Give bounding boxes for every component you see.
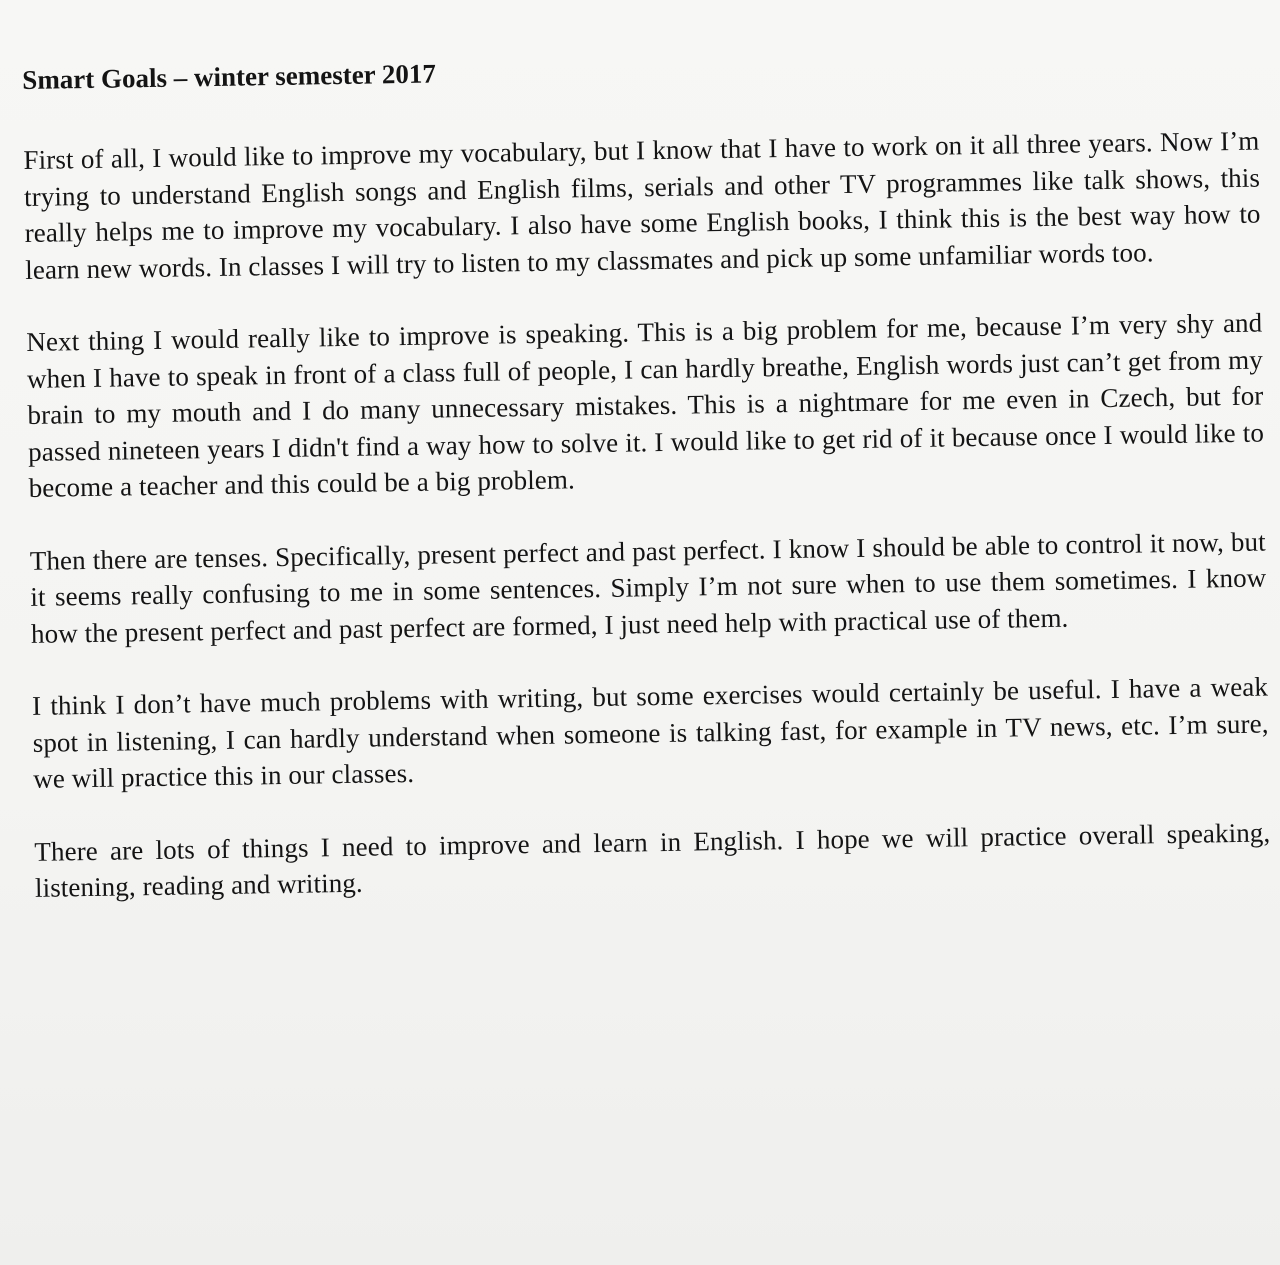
- document-body: [22, 43, 1272, 943]
- paragraph-conclusion: There are lots of things I need to improve and learn in English. I hope we will practice overall speaking, listening, reading and writing.: [34, 816, 1271, 903]
- paragraph-writing-listening: I think I don’t have much problems with writing, but some exercises would certainly be useful. I have a weak spot in listening, I can hardly understand when someone is talking fast, for example in TV news, etc. I’m sure, we will practice this in our classes.: [31, 671, 1269, 794]
- document-title: Smart Goals – winter semester 2017: [22, 58, 437, 95]
- paragraph-speaking: Next thing I would really like to improve is speaking. This is a big problem for me, because I’m very shy and when I have to speak in front of a class full of people, I can hardly breathe, English words just can’t get from my brain to my mouth and I do many unnecessary mistakes. This is a nightmare for me even in Czech, but for passed nineteen years I didn't find a way how to solve it. I would like to get rid of it because once I would like to become a teacher and this could be a big problem.: [26, 307, 1265, 503]
- paragraph-tenses: Then there are tenses. Specifically, present perfect and past perfect. I know I should be able to control it now, but it seems really confusing to me in some sentences. Simply I’m not sure when to use them sometimes. I know how the present perfect and past perfect are formed, I just need help with practical use of them.: [29, 526, 1267, 649]
- paragraph-vocabulary: First of all, I would like to improve my vocabulary, but I know that I have to work on it all three years. Now I’m trying to understand English songs and English films, serials and other TV programmes like talk shows, this really helps me to improve my vocabulary. I also have some English books, I think this is the best way how to learn new words. In classes I will try to listen to my classmates and pick up some unfamiliar words too.: [23, 125, 1261, 285]
